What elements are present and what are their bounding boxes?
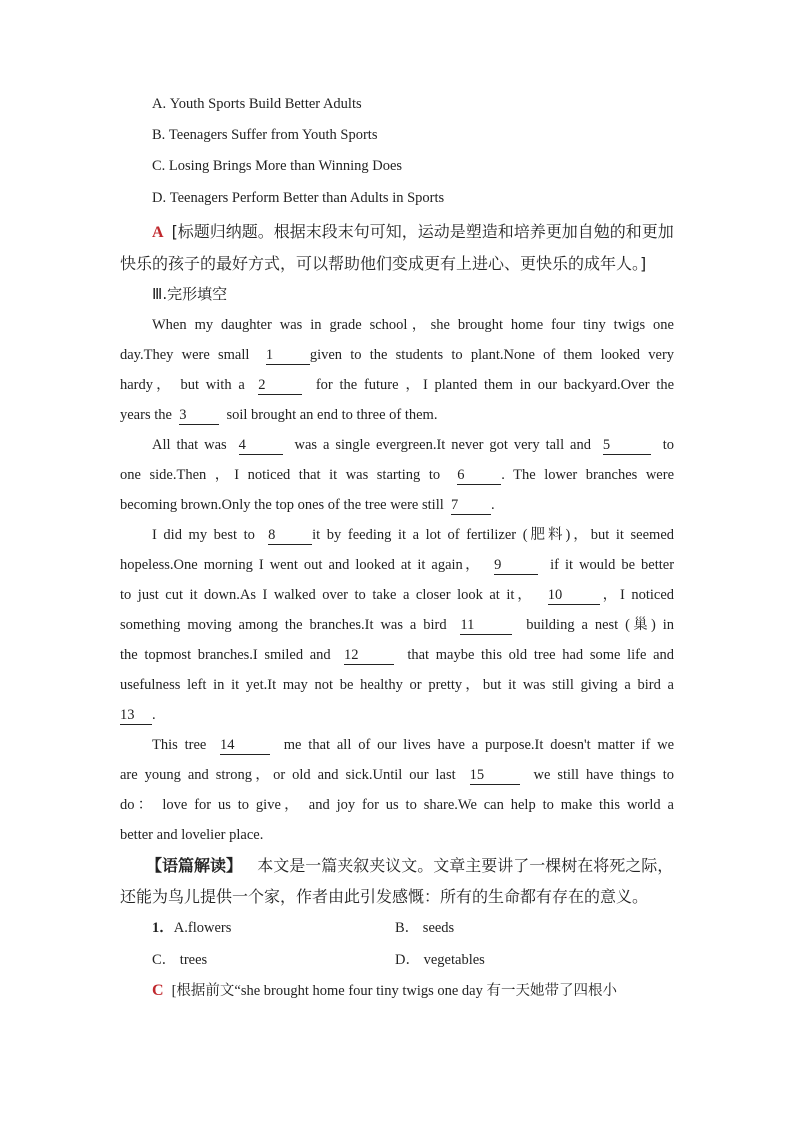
question-1-option-c: C． trees bbox=[152, 952, 208, 968]
answer-2-explanation: C [根据前文“she brought home four tiny twigs one day 有一天她带了四根小 bbox=[152, 982, 617, 999]
passage-line: hopeless.One morning I went out and looked at it again， 9 if it would be better bbox=[120, 557, 675, 573]
option-c: C. Losing Brings More than Winning Does bbox=[152, 158, 403, 174]
passage-line: becoming brown.Only the top ones of the tree were still 7 . bbox=[120, 497, 495, 513]
blank-2[interactable]: 2 bbox=[258, 376, 302, 395]
blank-8[interactable]: 8 bbox=[268, 526, 312, 545]
blank-5[interactable]: 5 bbox=[603, 436, 651, 455]
passage-line: to just cut it down.As I walked over to take a closer look at it， 10 ，I noticed bbox=[120, 587, 674, 603]
passage-line: one side.Then ，I noticed that it was starting to 6 . The lower branches were bbox=[120, 467, 674, 483]
passage-line: When my daughter was in grade school，she brought home four tiny twigs one bbox=[152, 317, 674, 333]
passage-line: day.They were small 1 given to the students to plant.None of them looked very bbox=[120, 347, 675, 363]
blank-6[interactable]: 6 bbox=[457, 466, 501, 485]
passage-line: This tree 14 me that all of our lives have a purpose.It doesn't matter if we bbox=[152, 737, 675, 753]
question-1-option-b: B． seeds bbox=[395, 920, 455, 936]
blank-9[interactable]: 9 bbox=[494, 556, 538, 575]
answer-explanation: A [标题归纳题。根据末段末句可知，运动是塑造和培养更加自勉的和更加 快乐的孩子的最好方式，可以帮助他们变成更有上进心、更快乐的成年人。] bbox=[120, 222, 674, 273]
blank-3[interactable]: 3 bbox=[179, 406, 219, 425]
analysis-tag: 【语篇解读】 bbox=[146, 856, 243, 875]
question-1-option-a: 1．A.flowers bbox=[152, 920, 232, 936]
answer-letter: A bbox=[152, 224, 164, 241]
passage-analysis: 【语篇解读】 本文是一篇夹叙夹议文。文章主要讲了一棵树在将死之际， 还能为鸟儿提供一个家，作者由此引发感慨：所有的生命都有存在的意义。 bbox=[120, 856, 674, 906]
passage-line: 13 . bbox=[120, 707, 156, 723]
passage-line: usefulness left in it yet.It may not be healthy or pretty，but it was still giving a bird a bbox=[120, 677, 674, 693]
option-b: B. Teenagers Suffer from Youth Sports bbox=[152, 127, 378, 143]
passage-line: are young and strong，or old and sick.Until our last 15 we still have things to bbox=[120, 767, 675, 783]
section-heading: Ⅲ.完形填空 bbox=[152, 285, 228, 303]
blank-13[interactable]: 13 bbox=[120, 706, 152, 725]
answer-letter: C bbox=[152, 982, 164, 999]
blank-10[interactable]: 10 bbox=[548, 586, 600, 605]
passage-line: All that was 4 was a single evergreen.It never got very tall and 5 to bbox=[152, 437, 675, 453]
option-d: D. Teenagers Perform Better than Adults in Sports bbox=[152, 190, 445, 206]
option-a: A. Youth Sports Build Better Adults bbox=[152, 96, 362, 112]
blank-12[interactable]: 12 bbox=[344, 646, 394, 665]
blank-11[interactable]: 11 bbox=[460, 616, 512, 635]
blank-7[interactable]: 7 bbox=[451, 496, 491, 515]
passage-line: better and lovelier place. bbox=[120, 827, 264, 843]
passage-line: hardy， but with a 2 for the future ，I planted them in our backyard.Over the bbox=[120, 377, 675, 393]
passage-line: do： love for us to give， and joy for us to share.We can help to make this world a bbox=[120, 797, 674, 813]
passage-line: I did my best to 8 it by feeding it a lot of fertilizer (肥料)，but it seemed bbox=[152, 527, 675, 543]
blank-1[interactable]: 1 bbox=[266, 346, 310, 365]
blank-15[interactable]: 15 bbox=[470, 766, 520, 785]
passage-line: the topmost branches.I smiled and 12 that maybe this old tree had some life and bbox=[120, 647, 675, 663]
blank-14[interactable]: 14 bbox=[220, 736, 270, 755]
blank-4[interactable]: 4 bbox=[239, 436, 283, 455]
question-1-option-d: D． vegetables bbox=[395, 952, 485, 968]
passage-line: years the 3 soil brought an end to three of them. bbox=[120, 407, 438, 423]
passage-line: something moving among the branches.It was a bird 11 building a nest (巢) in bbox=[120, 617, 674, 633]
passage bbox=[120, 310, 674, 850]
